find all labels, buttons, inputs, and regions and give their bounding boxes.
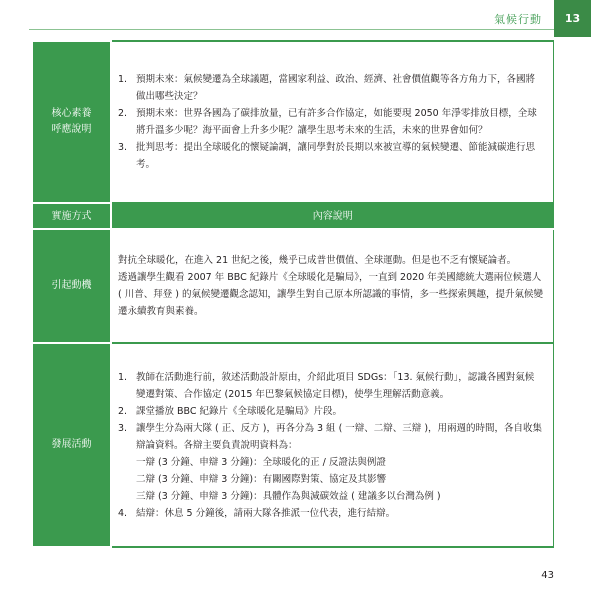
list-item: 1. 預期未來：氣候變遷為全球議題，當國家利益、政治、經濟、社會價值觀等各方角力下，各國將做出哪些決定？ [118,74,536,102]
list-item: 3. 讓學生分為兩大隊 ( 正、反方 )，再各分為 3 組 ( 一辯、二辯、三辯 )，用兩週的時間，各自收集辯論資料。各辯主要負責說明資料為： [118,422,543,451]
list-item: 2. 課堂播放 BBC 紀錄片《全球暖化是騙局》片段。 [118,405,343,417]
development-list [118,369,543,454]
core-literacy-row [33,41,554,203]
motivation-content [111,229,554,343]
table-header-row [33,203,554,229]
method-header: 實施方式 [33,203,111,229]
core-literacy-label: 核心素養 呼應說明 [33,41,111,203]
core-literacy-content [111,41,554,203]
motivation-paragraph: 對抗全球暖化，在進入 21 世紀之後，幾乎已成普世價值、全球運動。但是也不乏有懷疑論者。 [118,255,517,266]
list-item: 2. 預期未來：世界各國為了碳排放量，已有許多合作協定，如能要現 2050 年淨零排放目標，全球將升溫多少呢？海平面會上升多少呢？讓學生思考未來的生活，未來的世界會如何？ [118,108,537,136]
list-item: 4. 結辯：休息 5 分鐘後，請兩大隊各推派一位代表，進行結辯。 [118,507,396,519]
core-literacy-list [118,71,543,173]
development-label: 發展活動 [33,343,111,547]
development-row [33,343,554,547]
lesson-plan-table [33,40,554,548]
debate-role-item: 三辯 (3 分鐘、申辯 3 分鐘)：具體作為與減碳效益 ( 建議多以台灣為例 ) [136,490,441,502]
debate-role-item: 二辯 (3 分鐘、申辯 3 分鐘)：有關國際對策、協定及其影響 [136,473,387,485]
debate-role-item: 一辯 (3 分鐘、申辯 3 分鐘)：全球暖化的正 / 反證法與例證 [136,456,386,468]
motivation-label: 引起動機 [33,229,111,343]
development-content [111,343,554,547]
page-number: 43 [541,570,554,581]
development-list-cont [118,505,543,522]
header-divider [29,29,554,30]
list-item: 3. 批判思考：提出全球暖化的懷疑論調，讓同學對於長期以來被宣導的氣候變遷、節能減碳進行思考。 [118,142,536,170]
motivation-row [33,229,554,343]
description-header: 內容說明 [111,203,554,229]
motivation-paragraph: 透過讓學生觀看 2007 年 BBC 紀錄片《全球暖化是騙局》，一直到 2020 年美國總統大選兩位候選人 ( 川普、拜登 ) 的氣候變遷觀念認知，讓學生對自己原本所認識的事情，多一些探索興趣，提升氣候變遷永續教育與素養。 [118,272,543,317]
chapter-number-tab: 13 [554,0,591,37]
list-item: 1. 教師在活動進行前，敘述活動設計原由，介紹此項目 SDGs：「13. 氣候行動」，認識各國對氣候變遷對策、合作協定 (2015 年巴黎氣候協定目標)，使學生理解活動意義。 [118,371,535,400]
chapter-title: 氣候行動 [494,13,542,26]
debate-roles-list [118,454,543,505]
